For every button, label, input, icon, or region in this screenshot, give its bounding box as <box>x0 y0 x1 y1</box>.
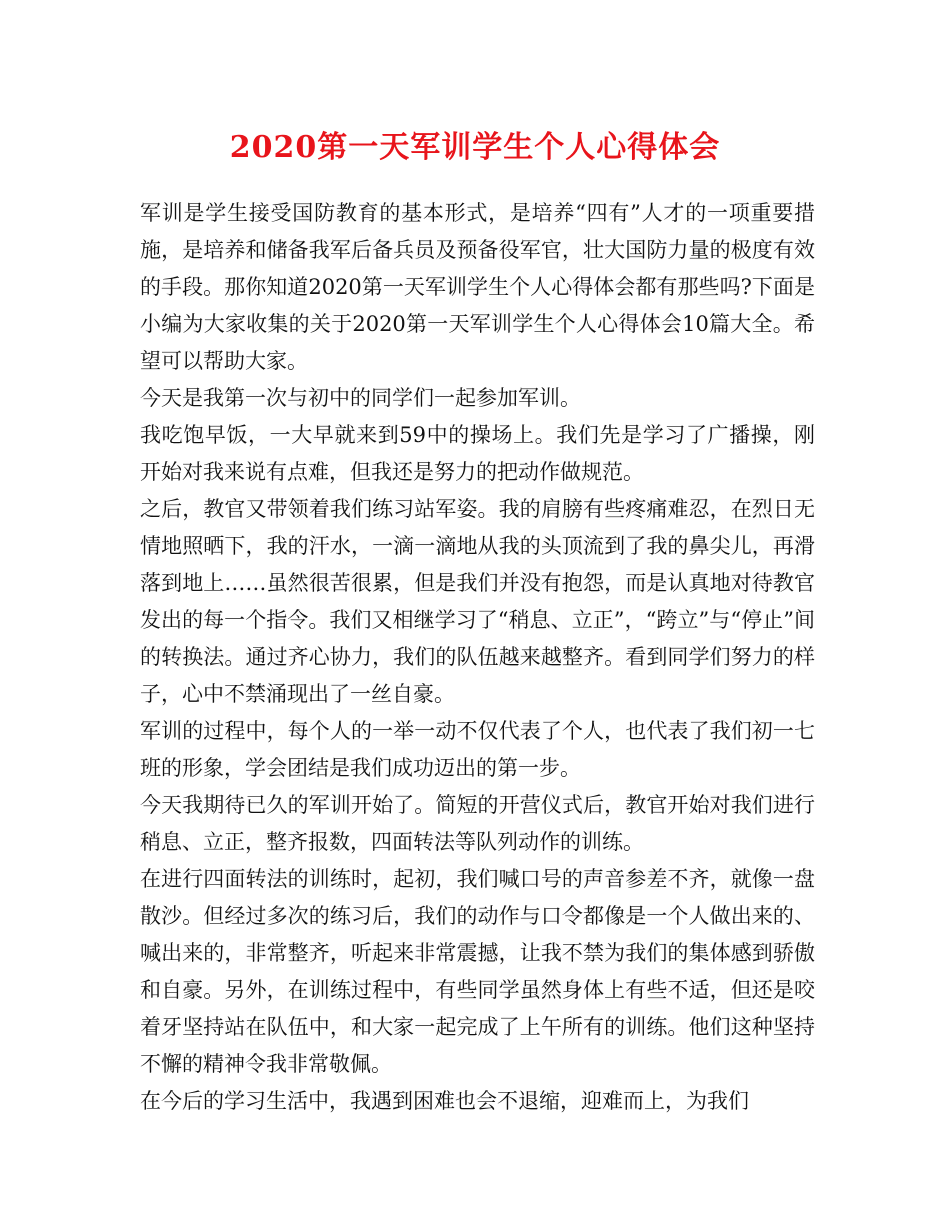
paragraph-3: 之后，教官又带领着我们练习站军姿。我的肩膀有些疼痛难忍，在烈日无情地照晒下，我的汗水，一滴一滴地从我的头顶流到了我的鼻尖儿，再滑落到地上……虽然很苦很累，但是我们并没有抱怨，而是认真地对待教官发出的每一个指令。我们又相继学习了“稍息、立正”，“跨立”与“停止”间的转换法。通过齐心协力，我们的队伍越来越整齐。看到同学们努力的样子，心中不禁涌现出了一丝自豪。 <box>140 497 815 706</box>
document-body <box>140 195 815 1120</box>
paragraph-4: 军训的过程中，每个人的一举一动不仅代表了个人，也代表了我们初一七班的形象，学会团结是我们成功迈出的第一步。 <box>140 719 815 780</box>
document-title: 2020第一天军训学生个人心得体会 <box>229 130 721 165</box>
paragraph-intro: 军训是学生接受国防教育的基本形式，是培养“四有”人才的一项重要措施，是培养和储备我军后备兵员及预备役军官，壮大国防力量的极度有效的手段。那你知道2020第一天军训学生个人心得体会都有那些吗?下面是小编为大家收集的关于2020第一天军训学生个人心得体会10篇大全。希望可以帮助大家。 <box>140 201 815 373</box>
paragraph-6: 在进行四面转法的训练时，起初，我们喊口号的声音参差不齐，就像一盘散沙。但经过多次的练习后，我们的动作与口令都像是一个人做出来的、喊出来的，非常整齐，听起来非常震撼，让我不禁为我们的集体感到骄傲和自豪。另外，在训练过程中，有些同学虽然身体上有些不适，但还是咬着牙坚持站在队伍中，和大家一起完成了上午所有的训练。他们这种坚持不懈的精神令我非常敬佩。 <box>140 867 815 1076</box>
paragraph-7: 在今后的学习生活中，我遇到困难也会不退缩，迎难而上，为我们 <box>140 1089 749 1113</box>
paragraph-1: 今天是我第一次与初中的同学们一起参加军训。 <box>140 386 581 410</box>
paragraph-5: 今天我期待已久的军训开始了。简短的开营仪式后，教官开始对我们进行稍息、立正，整齐报数，四面转法等队列动作的训练。 <box>140 793 815 854</box>
paragraph-2: 我吃饱早饭，一大早就来到59中的操场上。我们先是学习了广播操，刚开始对我来说有点难，但我还是努力的把动作做规范。 <box>140 423 815 484</box>
